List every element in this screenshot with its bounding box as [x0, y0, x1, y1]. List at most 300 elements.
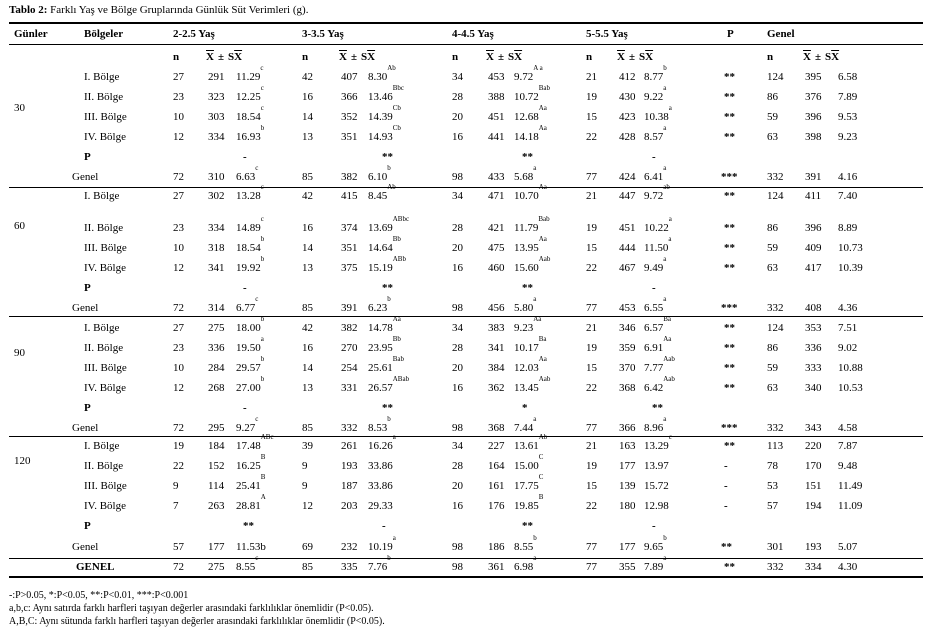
cell-mean: 428 — [619, 131, 636, 143]
cell-mean: 407 — [341, 71, 358, 83]
cell-n: 21 — [586, 71, 597, 83]
cell-mean: 227 — [488, 440, 505, 452]
cell-p: ** — [721, 541, 732, 553]
sd-value: 19.50 — [236, 342, 261, 354]
genel-mean: 409 — [805, 242, 822, 254]
genel-n: 332 — [767, 561, 784, 573]
day-label: 90 — [14, 347, 25, 359]
genel-row-label: Genel — [72, 302, 99, 314]
significance-letters: a — [533, 164, 537, 172]
region-label: III. Bölge — [84, 480, 127, 492]
genel-mean: 411 — [805, 190, 822, 202]
cell-mean: 383 — [488, 322, 505, 334]
sd-value: 29.33 — [368, 500, 393, 512]
cell-n: 10 — [173, 362, 184, 374]
significance-letters: a — [663, 164, 667, 172]
header-p: P — [727, 28, 734, 40]
cell-sd — [368, 183, 396, 203]
cell-sd — [644, 355, 675, 375]
sd-value: 14.64 — [368, 242, 393, 254]
subheader-symbol: S — [228, 51, 235, 63]
genel-mean: 334 — [805, 561, 822, 573]
significance-letters: Aa — [663, 335, 672, 343]
cell-sd — [236, 453, 266, 473]
region-label: II. Bölge — [84, 460, 124, 472]
footnote-line: a,b,c: Aynı satırda farklı harfleri taşıyan değerler arasındaki farklılıklar önemlidir (P<0.05). — [9, 603, 374, 614]
significance-letters: b — [260, 235, 265, 243]
genel-n: 332 — [767, 302, 784, 314]
cell-mean: 193 — [341, 460, 358, 472]
cell-n: 19 — [586, 460, 597, 472]
significance-letters: a — [663, 295, 667, 303]
cell-mean: 460 — [488, 262, 505, 274]
cell-sd — [236, 315, 265, 335]
genel-sd: 9.48 — [838, 460, 858, 472]
significance-letters: Aa — [538, 183, 547, 191]
genel-row-label: Genel — [72, 541, 99, 553]
sd-value: 25.41 — [236, 480, 261, 492]
p-row-label: P — [84, 402, 91, 414]
genel-mean: 353 — [805, 322, 822, 334]
sd-value: 13.29 — [644, 440, 669, 452]
genel-n: 124 — [767, 322, 784, 334]
sd-value: 6.23 — [368, 302, 388, 314]
cell-mean: 318 — [208, 242, 225, 254]
subheader-n: n — [586, 51, 593, 63]
subheader-symbol: $\overline{X}$ — [645, 51, 654, 63]
genel-sd: 10.73 — [838, 242, 863, 254]
p-row-value: - — [652, 282, 656, 294]
cell-mean: 355 — [619, 561, 636, 573]
significance-letters: a — [663, 415, 667, 423]
cell-mean: 186 — [488, 541, 505, 553]
cell-sd — [514, 64, 543, 84]
cell-n: 27 — [173, 71, 184, 83]
genel-n: 63 — [767, 382, 778, 394]
cell-sd — [514, 473, 544, 493]
caption-text: Farklı Yaş ve Bölge Gruplarında Günlük Süt Verimleri (g). — [50, 4, 309, 16]
cell-mean: 362 — [488, 382, 505, 394]
significance-letters: C — [538, 473, 544, 481]
cell-sd — [236, 183, 264, 203]
cell-sd — [236, 554, 259, 574]
sd-value: 10.19 — [368, 541, 393, 553]
cell-p: ** — [724, 131, 735, 143]
cell-p: - — [724, 500, 728, 512]
genel-row-label: Genel — [72, 422, 99, 434]
cell-sd — [644, 255, 667, 275]
significance-letters: b — [260, 315, 265, 323]
subheader-symbol: $\overline{X}$ — [831, 51, 840, 63]
region-label: I. Bölge — [84, 190, 120, 202]
significance-letters: c — [260, 64, 264, 72]
sd-value: 29.57 — [236, 362, 261, 374]
cell-n: 19 — [586, 342, 597, 354]
genel-sd: 7.89 — [838, 91, 858, 103]
genel-n: 113 — [767, 440, 784, 452]
table-caption — [9, 4, 308, 17]
cell-n: 28 — [452, 91, 463, 103]
significance-letters: Aa — [533, 315, 542, 323]
p-row-value: ** — [243, 520, 254, 532]
cell-mean: 453 — [488, 71, 505, 83]
subheader-symbol: $\overline{X}$ — [617, 51, 625, 63]
p-row-value: ** — [652, 402, 663, 414]
sd-value: 28.81 — [236, 500, 261, 512]
group-rule — [9, 187, 923, 188]
genel-mean: 193 — [805, 541, 822, 553]
sd-value: 13.97 — [644, 460, 669, 472]
significance-letters: B — [260, 473, 266, 481]
sd-value: 10.70 — [514, 190, 539, 202]
cell-p: ** — [724, 111, 735, 123]
cell-n: 9 — [173, 480, 179, 492]
cell-n: 7 — [173, 500, 179, 512]
cell-n: 15 — [586, 362, 597, 374]
subheader-n: n — [452, 51, 459, 63]
subheader-symbol: $\overline{X}$ — [234, 51, 243, 63]
cell-mean: 180 — [619, 500, 636, 512]
cell-mean: 332 — [341, 422, 358, 434]
sd-value: 6.98 — [514, 561, 534, 573]
cell-sd — [368, 534, 396, 554]
bottom-rule — [9, 576, 923, 578]
sd-value: 12.68 — [514, 111, 539, 123]
cell-n: 16 — [452, 262, 463, 274]
sd-value: 25.61 — [368, 362, 393, 374]
cell-sd — [644, 215, 672, 235]
sd-value: 13.45 — [514, 382, 539, 394]
header-bolgeler: Bölgeler — [84, 28, 124, 40]
cell-sd — [514, 554, 537, 574]
cell-n: 19 — [586, 222, 597, 234]
cell-sd — [644, 295, 667, 315]
sd-value: 9.27 — [236, 422, 256, 434]
cell-p: ** — [724, 382, 735, 394]
significance-letters: Aa — [538, 355, 547, 363]
region-label: IV. Bölge — [84, 382, 126, 394]
genel-mean: 395 — [805, 71, 822, 83]
significance-letters: Aab — [663, 355, 675, 363]
cell-mean: 382 — [341, 322, 358, 334]
cell-sd — [514, 433, 548, 453]
significance-letters: ABab — [392, 375, 410, 383]
cell-n: 13 — [302, 131, 313, 143]
cell-n: 12 — [173, 131, 184, 143]
cell-p: ** — [724, 222, 735, 234]
cell-sd — [514, 183, 547, 203]
cell-p: *** — [721, 171, 738, 183]
cell-n: 16 — [452, 500, 463, 512]
cell-sd — [368, 500, 393, 513]
cell-mean: 184 — [208, 440, 225, 452]
cell-n: 28 — [452, 342, 463, 354]
significance-letters: A — [260, 493, 266, 501]
region-label: I. Bölge — [84, 71, 120, 83]
cell-mean: 334 — [208, 222, 225, 234]
significance-letters: b — [533, 534, 537, 542]
header-age-5-5.5: 5-5.5 Yaş — [586, 28, 628, 40]
sd-value: 8.55 — [514, 541, 534, 553]
subheader-symbol: $\overline{X}$ — [339, 51, 347, 63]
cell-mean: 451 — [488, 111, 505, 123]
group-rule — [9, 558, 923, 559]
cell-sd — [514, 124, 547, 144]
cell-n: 98 — [452, 422, 463, 434]
genel-sd: 9.02 — [838, 342, 858, 354]
cell-sd — [368, 554, 391, 574]
sd-value: 9.23 — [514, 322, 534, 334]
cell-sd — [644, 335, 672, 355]
significance-letters: b — [387, 554, 391, 562]
region-label: IV. Bölge — [84, 131, 126, 143]
cell-n: 16 — [302, 91, 313, 103]
genel-mean: 417 — [805, 262, 822, 274]
cell-sd — [644, 480, 669, 493]
cell-n: 22 — [586, 500, 597, 512]
cell-n: 85 — [302, 302, 313, 314]
cell-mean: 336 — [208, 342, 225, 354]
sd-value: 6.63 — [236, 171, 256, 183]
subheader-symbol: ± — [497, 51, 504, 63]
day-label: 120 — [14, 455, 31, 467]
cell-n: 77 — [586, 302, 597, 314]
subheader-symbol: ± — [350, 51, 357, 63]
cell-n: 14 — [302, 111, 313, 123]
sd-value: 16.93 — [236, 131, 261, 143]
cell-n: 13 — [302, 262, 313, 274]
cell-mean: 351 — [341, 131, 358, 143]
sd-value: 14.78 — [368, 322, 393, 334]
region-label: II. Bölge — [84, 222, 124, 234]
group-rule — [9, 436, 923, 437]
sd-value: 14.93 — [368, 131, 393, 143]
p-row-value: * — [522, 402, 528, 414]
cell-sd — [644, 235, 672, 255]
p-row-value: ** — [522, 520, 533, 532]
cell-sd — [236, 541, 266, 554]
genel-n: 124 — [767, 71, 784, 83]
cell-mean: 284 — [208, 362, 225, 374]
cell-n: 22 — [173, 460, 184, 472]
cell-sd — [236, 164, 259, 184]
cell-n: 27 — [173, 190, 184, 202]
p-row-value: ** — [382, 282, 393, 294]
significance-letters: Aab — [538, 255, 551, 263]
cell-n: 85 — [302, 171, 313, 183]
sd-value: 33.86 — [368, 460, 393, 472]
genel-mean: 151 — [805, 480, 822, 492]
cell-mean: 341 — [488, 342, 505, 354]
sd-value: 6.10 — [368, 171, 388, 183]
genel-mean: 336 — [805, 342, 822, 354]
cell-sd — [644, 375, 675, 395]
cell-sd — [236, 124, 265, 144]
significance-letters: Aab — [663, 375, 675, 383]
cell-p: ** — [724, 362, 735, 374]
genel-mean: 398 — [805, 131, 822, 143]
cell-n: 22 — [586, 262, 597, 274]
cell-n: 85 — [302, 561, 313, 573]
genel-mean: 340 — [805, 382, 822, 394]
subheader-symbol: ± — [217, 51, 224, 63]
cell-mean: 303 — [208, 111, 225, 123]
cell-mean: 341 — [208, 262, 225, 274]
cell-mean: 291 — [208, 71, 225, 83]
p-row-value: - — [243, 151, 247, 163]
sd-value: 6.57 — [644, 322, 664, 334]
sd-value: 5.68 — [514, 171, 534, 183]
header-rule — [9, 44, 923, 45]
sd-value: 10.72 — [514, 91, 539, 103]
cell-n: 16 — [302, 342, 313, 354]
cell-mean: 177 — [208, 541, 225, 553]
cell-mean: 415 — [341, 190, 358, 202]
cell-n: 28 — [452, 222, 463, 234]
header-age-3-3.5: 3-3.5 Yaş — [302, 28, 344, 40]
significance-letters: Ab — [538, 433, 548, 441]
cell-mean: 412 — [619, 71, 636, 83]
cell-sd — [368, 315, 401, 335]
day-label: 60 — [14, 220, 25, 232]
subheader-n: n — [767, 51, 774, 63]
subheader-symbol: $\overline{X}$ — [486, 51, 494, 63]
genel-n: 332 — [767, 422, 784, 434]
sd-value: 19.92 — [236, 262, 261, 274]
cell-n: 12 — [173, 382, 184, 394]
cell-mean: 451 — [619, 222, 636, 234]
significance-letters: Aab — [538, 375, 551, 383]
significance-letters: Bb — [392, 235, 401, 243]
cell-n: 72 — [173, 422, 184, 434]
cell-mean: 177 — [619, 460, 636, 472]
cell-mean: 453 — [619, 302, 636, 314]
p-row-value: - — [243, 402, 247, 414]
sd-value: 6.55 — [644, 302, 664, 314]
sd-value: 6.77 — [236, 302, 256, 314]
significance-letters: B — [260, 453, 266, 461]
cell-n: 77 — [586, 561, 597, 573]
significance-letters: c — [260, 84, 264, 92]
cell-mean: 270 — [341, 342, 358, 354]
cell-sd — [514, 255, 551, 275]
cell-n: 14 — [302, 362, 313, 374]
cell-n: 34 — [452, 440, 463, 452]
cell-mean: 433 — [488, 171, 505, 183]
genel-sd: 11.49 — [838, 480, 863, 492]
genel-n: 57 — [767, 500, 778, 512]
significance-letters: Bb — [392, 335, 401, 343]
cell-mean: 384 — [488, 362, 505, 374]
cell-n: 23 — [173, 222, 184, 234]
genel-n: 63 — [767, 262, 778, 274]
header-genel: Genel — [767, 28, 795, 40]
cell-n: 15 — [586, 480, 597, 492]
cell-mean: 114 — [208, 480, 225, 492]
sd-value: 13.61 — [514, 440, 539, 452]
cell-mean: 351 — [341, 242, 358, 254]
genel-sd: 4.36 — [838, 302, 858, 314]
sd-value: 9.72 — [644, 190, 664, 202]
cell-sd — [368, 235, 401, 255]
sd-value: 13.95 — [514, 242, 539, 254]
cell-n: 57 — [173, 541, 184, 553]
top-rule — [9, 22, 923, 24]
cell-p: ** — [724, 71, 735, 83]
sd-value: 14.39 — [368, 111, 393, 123]
significance-letters: a — [260, 335, 264, 343]
significance-letters: Bab — [538, 84, 551, 92]
significance-letters: c — [260, 215, 264, 223]
cell-sd — [236, 84, 264, 104]
cell-n: 19 — [173, 440, 184, 452]
significance-letters: b — [387, 295, 391, 303]
sd-value: 11.79 — [514, 222, 539, 234]
sd-value: 17.75 — [514, 480, 539, 492]
cell-sd — [644, 315, 672, 335]
cell-n: 98 — [452, 171, 463, 183]
cell-mean: 177 — [619, 541, 636, 553]
footnote-line: -:P>0.05, *:P<0.05, **:P<0.01, ***:P<0.001 — [9, 590, 189, 601]
footnote-line: A,B,C: Aynı sütunda farklı harfleri taşıyan değerler arasındaki farklılıklar önemlidir (P<0.05). — [9, 616, 385, 627]
cell-mean: 176 — [488, 500, 505, 512]
cell-sd — [644, 104, 672, 124]
sd-value: 5.80 — [514, 302, 534, 314]
cell-n: 23 — [173, 342, 184, 354]
genel-mean: 170 — [805, 460, 822, 472]
p-row-value: - — [382, 520, 386, 532]
cell-sd — [368, 84, 405, 104]
cell-sd — [236, 473, 266, 493]
genel-sd: 7.87 — [838, 440, 858, 452]
cell-n: 20 — [452, 362, 463, 374]
cell-mean: 388 — [488, 91, 505, 103]
cell-n: 21 — [586, 440, 597, 452]
subheader-n: n — [302, 51, 309, 63]
cell-mean: 352 — [341, 111, 358, 123]
sd-value: 13.28 — [236, 190, 261, 202]
sd-value: 9.49 — [644, 262, 664, 274]
cell-sd — [514, 493, 544, 513]
cell-sd — [236, 375, 265, 395]
significance-letters: B — [538, 493, 544, 501]
region-label: I. Bölge — [84, 440, 120, 452]
cell-sd — [514, 215, 550, 235]
p-row-label: P — [84, 151, 91, 163]
genel-sd: 9.23 — [838, 131, 858, 143]
cell-n: 21 — [586, 322, 597, 334]
cell-n: 15 — [586, 111, 597, 123]
cell-n: 98 — [452, 541, 463, 553]
cell-mean: 268 — [208, 382, 225, 394]
cell-n: 19 — [586, 91, 597, 103]
significance-letters: c — [255, 164, 259, 172]
region-label: I. Bölge — [84, 322, 120, 334]
subheader-symbol: ± — [628, 51, 635, 63]
significance-letters: Aa — [392, 315, 401, 323]
p-row-value: ** — [382, 151, 393, 163]
cell-p: - — [724, 460, 728, 472]
cell-sd — [644, 460, 669, 473]
cell-sd — [514, 235, 547, 255]
p-row-label: P — [84, 520, 91, 532]
sd-value: 13.46 — [368, 91, 393, 103]
cell-sd — [368, 375, 410, 395]
genel-mean: 376 — [805, 91, 822, 103]
cell-sd — [236, 295, 259, 315]
cell-mean: 374 — [341, 222, 358, 234]
sd-value: 15.00 — [514, 460, 539, 472]
